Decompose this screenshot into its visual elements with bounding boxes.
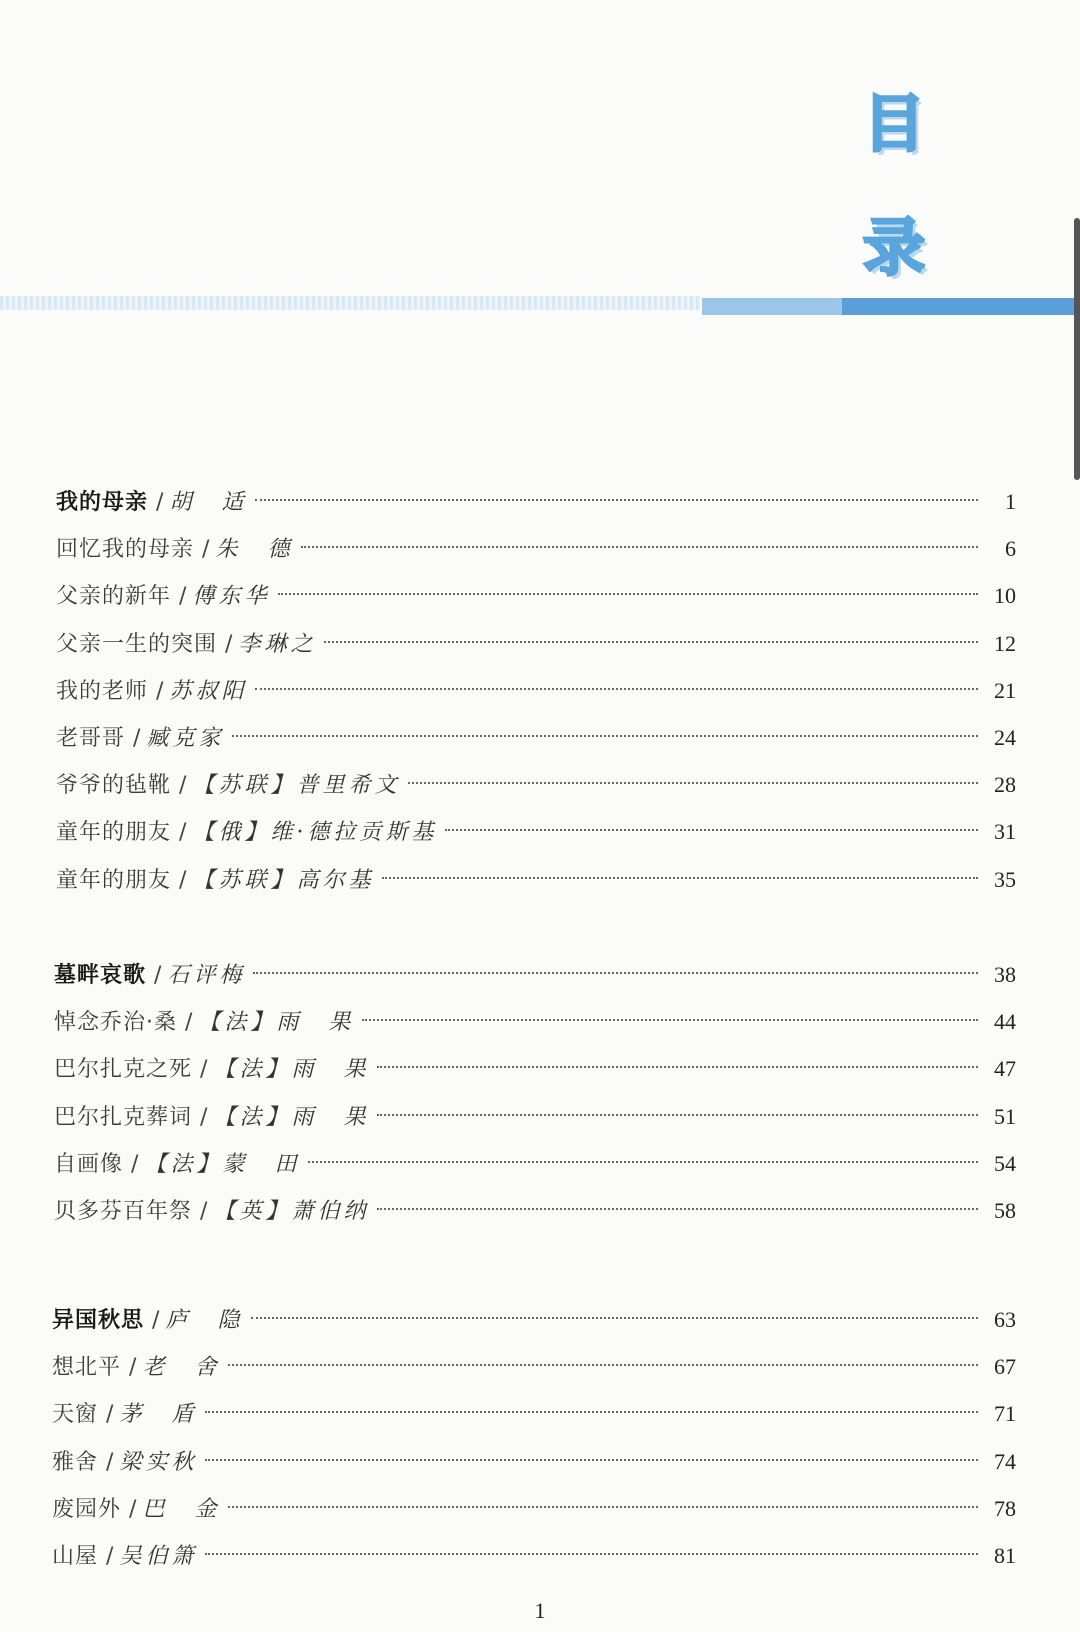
- entry-separator: /: [106, 1402, 114, 1428]
- dot-leader: [205, 1553, 978, 1555]
- dot-leader: [445, 829, 978, 831]
- entry-title: 废园外: [52, 1496, 122, 1522]
- entry-author: 李琳之: [238, 631, 317, 657]
- toc-entry[interactable]: [56, 485, 1016, 519]
- dot-leader: [301, 546, 978, 548]
- dot-leader: [278, 593, 978, 595]
- entry-separator: /: [156, 678, 164, 704]
- entry-separator: /: [152, 1308, 160, 1333]
- dot-leader: [308, 1161, 978, 1163]
- entry-title: 悼念乔治·桑: [54, 1010, 177, 1036]
- entry-author: 老 舍: [142, 1355, 221, 1381]
- dot-leader: [255, 499, 978, 501]
- toc-title-char-2: 录: [862, 211, 925, 284]
- entry-separator: /: [131, 1151, 139, 1177]
- entry-author: 朱 德: [215, 537, 294, 563]
- header-band-dotted: [0, 296, 700, 310]
- entry-page-number: 81: [994, 1543, 1016, 1568]
- toc-entry[interactable]: [56, 768, 1016, 802]
- dot-leader: [228, 1506, 978, 1508]
- entry-page-number: 38: [994, 962, 1016, 987]
- dot-leader: [382, 877, 978, 879]
- entry-title: 父亲的新年: [56, 584, 172, 610]
- entry-separator: /: [133, 726, 141, 751]
- dot-leader: [205, 1411, 978, 1413]
- entry-separator: /: [179, 773, 187, 799]
- entry-title: 我的母亲: [56, 490, 149, 515]
- entry-separator: /: [106, 1449, 114, 1475]
- entry-title: 墓畔哀歌: [54, 963, 147, 988]
- entry-author: 胡 适: [169, 490, 248, 515]
- page-number: 1: [534, 1598, 546, 1623]
- toc-entry[interactable]: [56, 674, 1016, 708]
- dot-leader: [232, 735, 978, 737]
- toc-entry[interactable]: [54, 1194, 1016, 1228]
- entry-separator: /: [156, 490, 164, 515]
- entry-page-number: 51: [994, 1103, 1016, 1129]
- entry-separator: /: [129, 1496, 137, 1522]
- entry-separator: /: [154, 963, 162, 988]
- toc-entry[interactable]: [54, 1100, 1016, 1134]
- dot-leader: [255, 688, 978, 690]
- entry-page-number: 47: [994, 1056, 1016, 1082]
- entry-author: 【法】雨 果: [198, 1010, 355, 1036]
- dot-leader: [324, 641, 978, 643]
- dot-leader: [228, 1364, 978, 1366]
- entry-author: 梁实秋: [119, 1449, 198, 1475]
- entry-title: 老哥哥: [56, 726, 126, 751]
- entry-page-number: 35: [994, 866, 1016, 892]
- toc-entry[interactable]: [52, 1492, 1016, 1526]
- dot-leader: [251, 1317, 978, 1319]
- entry-page-number: 28: [994, 772, 1016, 798]
- entry-author: 巴 金: [142, 1496, 221, 1522]
- entry-title: 爷爷的毡靴: [56, 773, 172, 799]
- entry-title: 父亲一生的突围: [56, 631, 218, 657]
- entry-separator: /: [179, 820, 187, 846]
- entry-author: 茅 盾: [119, 1402, 198, 1428]
- entry-separator: /: [200, 1057, 208, 1083]
- entry-author: 【法】雨 果: [213, 1104, 370, 1130]
- entry-title: 山屋: [52, 1544, 99, 1569]
- entry-separator: /: [185, 1010, 193, 1036]
- entry-page-number: 21: [994, 677, 1016, 703]
- entry-title: 天窗: [52, 1402, 99, 1428]
- entry-title: 贝多芬百年祭: [54, 1199, 193, 1224]
- entry-author: 傅东华: [192, 584, 271, 610]
- toc-entry[interactable]: [54, 958, 1016, 992]
- dot-leader: [253, 972, 978, 974]
- entry-page-number: 24: [994, 725, 1016, 750]
- entry-author: 庐 隐: [165, 1308, 244, 1333]
- entry-page-number: 54: [994, 1150, 1016, 1176]
- entry-author: 【法】雨 果: [213, 1057, 370, 1083]
- entry-page-number: 58: [994, 1198, 1016, 1223]
- header-band-blue: [842, 298, 1080, 315]
- entry-author: 【俄】维·德拉贡斯基: [192, 820, 438, 846]
- entry-title: 想北平: [52, 1355, 122, 1381]
- entry-title: 异国秋思: [52, 1308, 145, 1333]
- entry-author: 【苏联】普里希文: [192, 773, 401, 799]
- entry-page-number: 1: [1005, 489, 1016, 514]
- toc-title-char-1: 目: [862, 87, 925, 160]
- dot-leader: [205, 1459, 978, 1461]
- toc-entry[interactable]: [56, 815, 1016, 849]
- entry-separator: /: [179, 584, 187, 610]
- entry-page-number: 12: [994, 630, 1016, 656]
- entry-separator: /: [225, 631, 233, 657]
- entry-separator: /: [202, 537, 210, 563]
- toc-entry[interactable]: [54, 1052, 1016, 1086]
- entry-page-number: 74: [994, 1448, 1016, 1474]
- entry-page-number: 71: [994, 1401, 1016, 1427]
- entry-page-number: 10: [994, 583, 1016, 609]
- dot-leader: [377, 1208, 978, 1210]
- dot-leader: [377, 1066, 978, 1068]
- entry-title: 自画像: [54, 1151, 124, 1177]
- entry-author: 吴伯箫: [119, 1544, 198, 1569]
- entry-page-number: 44: [994, 1009, 1016, 1035]
- entry-title: 巴尔扎克葬词: [54, 1104, 193, 1130]
- entry-title: 童年的朋友: [56, 867, 172, 893]
- entry-author: 【英】萧伯纳: [213, 1199, 370, 1224]
- toc-entry[interactable]: [56, 721, 1016, 755]
- entry-title: 巴尔扎克之死: [54, 1057, 193, 1083]
- entry-separator: /: [129, 1355, 137, 1381]
- entry-title: 我的老师: [56, 678, 149, 704]
- entry-title: 童年的朋友: [56, 820, 172, 846]
- entry-separator: /: [179, 867, 187, 893]
- entry-page-number: 67: [994, 1354, 1016, 1380]
- entry-separator: /: [200, 1104, 208, 1130]
- entry-separator: /: [106, 1544, 114, 1569]
- toc-entry[interactable]: [52, 1350, 1016, 1384]
- entry-author: 臧克家: [146, 726, 225, 751]
- entry-separator: /: [200, 1199, 208, 1224]
- entry-title: 雅舍: [52, 1449, 99, 1475]
- entry-title: 回忆我的母亲: [56, 537, 195, 563]
- toc-entry[interactable]: [56, 627, 1016, 661]
- scrollbar[interactable]: [1074, 218, 1080, 480]
- toc-entry[interactable]: [52, 1445, 1016, 1479]
- dot-leader: [362, 1019, 978, 1021]
- entry-page-number: 63: [994, 1307, 1016, 1332]
- toc-entry[interactable]: [54, 1147, 1016, 1181]
- dot-leader: [408, 782, 978, 784]
- toc-entry[interactable]: [54, 1005, 1016, 1039]
- entry-page-number: 6: [1005, 536, 1016, 562]
- entry-author: 【法】蒙 田: [144, 1151, 301, 1177]
- entry-author: 【苏联】高尔基: [192, 867, 375, 893]
- toc-entry[interactable]: [56, 532, 1016, 566]
- header-band-light: [702, 298, 842, 315]
- dot-leader: [377, 1114, 978, 1116]
- toc-entry[interactable]: [52, 1397, 1016, 1431]
- entry-page-number: 31: [994, 819, 1016, 845]
- entry-page-number: 78: [994, 1495, 1016, 1521]
- toc-entry[interactable]: [56, 863, 1016, 897]
- entry-author: 苏叔阳: [169, 678, 248, 704]
- entry-author: 石评梅: [167, 963, 246, 988]
- toc-entry[interactable]: [52, 1303, 1016, 1337]
- toc-entry[interactable]: [56, 579, 1016, 613]
- toc-entry[interactable]: [52, 1539, 1016, 1573]
